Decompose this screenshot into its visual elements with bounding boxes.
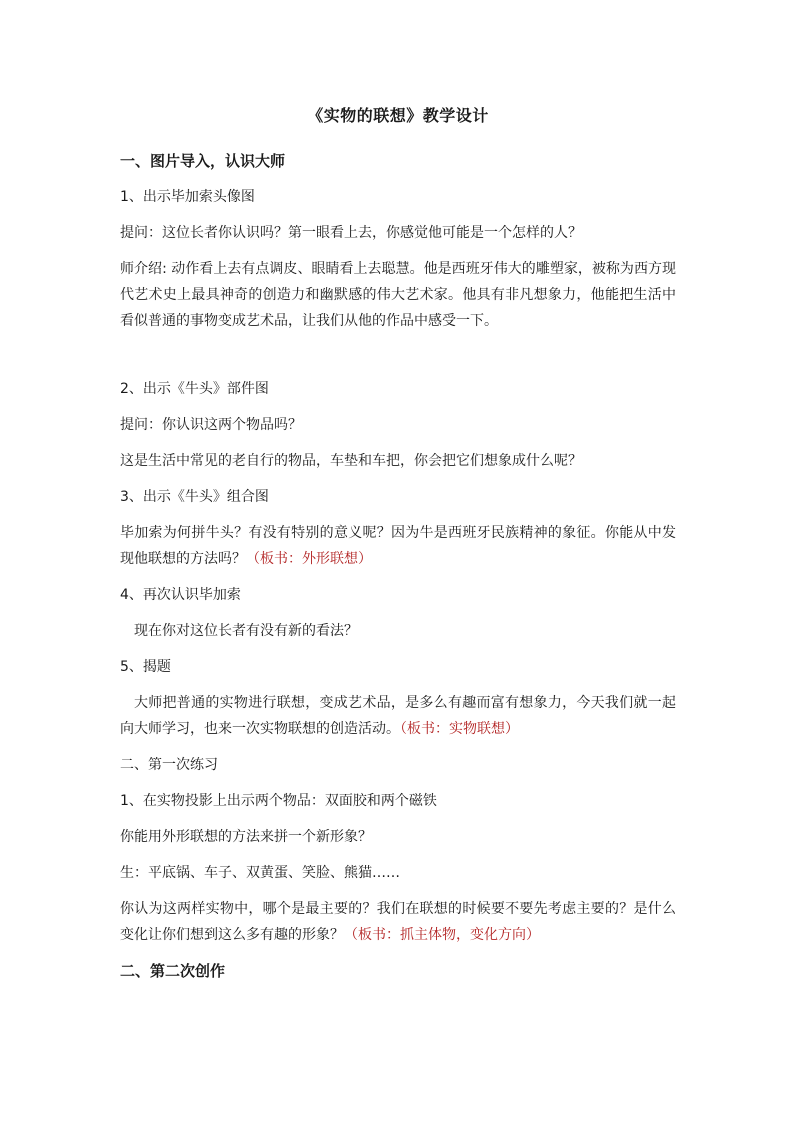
document-title: 《实物的联想》教学设计 [307,106,489,125]
section-heading-2: 二、第一次练习 [120,757,218,773]
teacher-intro: 师介绍: 动作看上去有点调皮、眼睛看上去聪慧。他是西班牙伟大的雕塑家，被称为西方现代艺术史上最具神奇的创造力和幽默感的伟大艺术家。他具有非凡想象力，他能把生活中看似普通的事物变成艺术品，让我们从他的作品中感受一下。 [120,261,676,329]
description-1-5-text: 大师把普通的实物进行联想，变成艺术品，是多么有趣而富有想象力，今天我们就一起向大师学习，也来一次实物联想的创造活动。 [120,695,676,737]
description-1-5 [120,690,676,742]
description-2-text: 你认为这两样实物中，哪个是最主要的？我们在联想的时候要不要先考虑主要的？是什么变化让你们想到这么多有趣的形象？ [120,901,676,943]
step-1-5: 5、揭题 [120,659,171,675]
section-heading-3: 二、第二次创作 [120,962,226,980]
board-note-1-5: （板书：实物联想） [400,721,519,737]
question-1-1: 提问：这位长者你认识吗？第一眼看上去，你感觉他可能是一个怎样的人？ [120,225,582,241]
description-1-4: 现在你对这位长者有没有新的看法？ [134,623,358,639]
question-2-1: 你能用外形联想的方法来拼一个新形象？ [120,829,372,845]
description-1-3 [120,520,676,572]
step-1-2: 2、出示《牛头》部件图 [120,381,269,397]
description-1-2: 这是生活中常见的老自行的物品，车垫和车把，你会把它们想象成什么呢？ [120,453,582,469]
student-answers: 生：平底锅、车子、双黄蛋、笑脸、熊猫…… [120,865,400,881]
spacer [120,344,676,376]
description-2 [120,896,676,948]
board-note-2: （板书：抓主体物，变化方向） [344,927,540,943]
step-1-1: 1、出示毕加索头像图 [120,189,255,205]
step-2-1: 1、在实物投影上出示两个物品：双面胶和两个磁铁 [120,793,437,809]
section-heading-1: 一、图片导入，认识大师 [120,152,286,170]
document-body [120,100,676,994]
step-1-3: 3、出示《牛头》组合图 [120,489,269,505]
description-1-3-text: 毕加索为何拼牛头？有没有特别的意义呢？因为牛是西班牙民族精神的象征。你能从中发现他联想的方法吗？ [120,525,676,567]
question-1-2: 提问：你认识这两个物品吗？ [120,417,302,433]
board-note-1-3: （板书：外形联想） [246,551,372,567]
step-1-4: 4、再次认识毕加索 [120,587,241,603]
